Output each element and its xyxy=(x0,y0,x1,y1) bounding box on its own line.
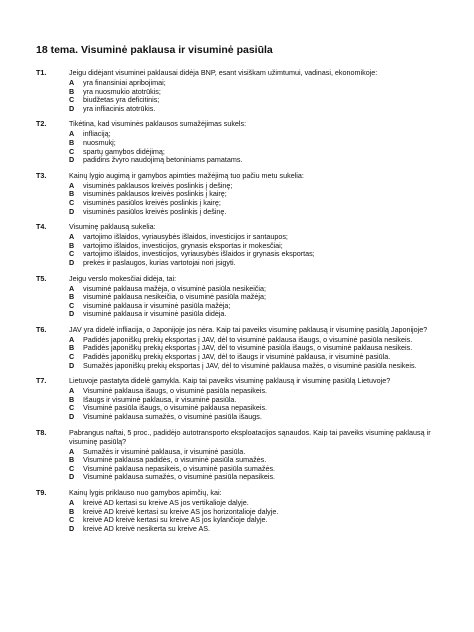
question-body xyxy=(69,325,450,370)
option-text: yra finansiniai apribojimai; xyxy=(83,78,166,87)
option-text: infliaciją; xyxy=(83,129,111,139)
question-text: Lietuvoje pastatyta didelė gamykla. Kaip tai paveiks visuminę paklausą ir visuminę pasiūlą Lietuvoje? xyxy=(69,376,391,386)
option-letter: B xyxy=(69,137,75,147)
option-letter: C xyxy=(69,463,75,473)
question-item xyxy=(36,222,450,267)
question-body xyxy=(69,428,450,482)
question-item xyxy=(36,376,450,421)
option-text: Sumažės ir visuminė paklausa, ir visuminė pasiūla. xyxy=(83,446,246,456)
answer-option xyxy=(69,525,450,534)
option-letter: A xyxy=(69,386,75,396)
question-number: T7. xyxy=(36,376,47,386)
option-letter: C xyxy=(69,249,75,259)
option-letter: D xyxy=(69,257,75,267)
option-text: vartojimo išlaidos, investicijos, vyriausybės išlaidos ir grynasis eksportas; xyxy=(83,249,315,259)
answer-option xyxy=(69,130,450,139)
question-body xyxy=(69,274,450,319)
option-text: Padidės japoniškų prekių eksportas į JAV, dėl to visuminė pasiūla išaugs, o visuminė paklausa nesikeis. xyxy=(83,343,413,353)
answer-option xyxy=(69,156,450,165)
question-body xyxy=(69,119,450,164)
option-letter: B xyxy=(69,455,75,465)
option-letter: B xyxy=(69,189,75,199)
option-text: Visuminė pasiūla išaugs, o visuminė paklausa nepasikeis. xyxy=(83,403,268,413)
option-letter: A xyxy=(69,446,75,456)
question-text: Kainų lygio augimą ir gamybos apimties mažėjimą tuo pačiu metu sukelia: xyxy=(69,170,304,180)
option-letter: A xyxy=(69,78,75,87)
question-body xyxy=(69,68,450,113)
option-letter: A xyxy=(69,180,75,190)
option-letter: B xyxy=(69,506,75,516)
question-item xyxy=(36,488,450,533)
question-number: T4. xyxy=(36,222,47,232)
option-text: biudžetas yra deficitinis; xyxy=(83,95,160,105)
option-text: vartojimo išlaidos, investicijos, grynasis eksportas ir mokesčiai; xyxy=(83,240,283,250)
option-text: Padidės japoniškų prekių eksportas į JAV, dėl to išaugs ir visuminė paklausa, ir visuminė pasiūla. xyxy=(83,352,391,362)
question-body xyxy=(69,488,450,533)
question-text: Tikėtina, kad visuminės paklausos sumažėjimas sukels: xyxy=(69,119,247,129)
option-text: padidins žvyro naudojimą betoniniams pamatams. xyxy=(83,155,243,165)
option-text: visuminės pasiūlos kreivės poslinkis į kairę; xyxy=(83,197,221,207)
question-list xyxy=(36,68,450,533)
option-letter: C xyxy=(69,197,75,207)
question-item xyxy=(36,325,450,370)
option-text: kreivė AD kreivė kertasi su kreive AS jos horizontalioje dalyje. xyxy=(83,506,279,516)
option-text: Visuminė paklausa sumažės, o visuminė pasiūla nepasikeis. xyxy=(83,472,276,482)
question-number: T2. xyxy=(36,119,47,129)
option-text: kreivė AD kreivė kertasi su kreive AS jos kylančioje dalyje. xyxy=(83,515,268,525)
option-text: nuosmukį; xyxy=(83,137,116,147)
option-letter: D xyxy=(69,360,75,370)
option-letter: C xyxy=(69,515,75,525)
question-number: T8. xyxy=(36,427,47,437)
option-letter: C xyxy=(69,352,75,362)
answer-option xyxy=(69,259,450,268)
answer-option xyxy=(69,105,450,114)
answer-option xyxy=(69,413,450,422)
option-text: Visuminė paklausa išaugs, o visuminė pasiūla nepasikeis. xyxy=(83,386,268,396)
option-text: Visuminė paklausa padidės, o visuminė pasiūla sumažės. xyxy=(83,455,267,465)
question-text: Visuminę paklausą sukelia: xyxy=(69,222,156,232)
option-text: Išaugs ir visuminė paklausa, ir visuminė pasiūla. xyxy=(83,394,237,404)
question-text: Pabrangus naftai, 5 proc., padidėjo autotransporto eksploatacijos sąnaudos. Kaip tai paveiks visuminę paklausą ir visuminę pasiūlą? xyxy=(69,427,431,446)
option-text: visuminės pasiūlos kreivės poslinkis į dešinę. xyxy=(83,206,227,216)
answer-option xyxy=(69,362,450,371)
option-letter: A xyxy=(69,232,75,242)
option-letter: D xyxy=(69,103,75,113)
option-text: visuminės paklausos kreivės poslinkis į kairę; xyxy=(83,189,227,199)
option-letter: A xyxy=(69,334,75,344)
option-text: spartų gamybos didėjimą; xyxy=(83,146,165,156)
option-letter: A xyxy=(69,129,75,139)
question-text: JAV yra didelė infliacija, o Japonijoje jos nėra. Kaip tai paveiks visuminę paklausą ir visuminę pasiūlą Japonijoje? xyxy=(69,324,428,334)
option-letter: D xyxy=(69,472,75,482)
option-text: visuminė paklausa mažėja, o visuminė pasiūla nesikeičia; xyxy=(83,283,266,293)
option-letter: B xyxy=(69,343,75,353)
option-letter: B xyxy=(69,240,75,250)
question-text: Jeigu didėjant visuminei paklausai didėja BNP, esant visiškam užimtumui, vadinasi, ekonomikoje: xyxy=(69,68,378,77)
answer-option xyxy=(69,473,450,482)
question-item xyxy=(36,428,450,482)
answer-option xyxy=(69,208,450,217)
option-text: Sumažės japoniškų prekių eksportas į JAV, dėl to visuminė paklausa mažės, o visuminė pasiūla nesikeis. xyxy=(83,360,417,370)
question-number: T9. xyxy=(36,488,47,497)
option-text: kreivė AD kreivė nesikerta su kreive AS. xyxy=(83,523,211,533)
option-text: Visuminė paklausa sumažės, o visuminė pasiūla išaugs. xyxy=(83,412,262,422)
option-letter: B xyxy=(69,292,75,302)
option-letter: A xyxy=(69,283,75,293)
question-item xyxy=(36,119,450,164)
option-letter: D xyxy=(69,309,75,319)
option-text: kreivė AD kertasi su kreive AS jos vertikalioje dalyje. xyxy=(83,498,249,507)
question-item xyxy=(36,171,450,216)
page-title: 18 tema. Visuminė paklausa ir visuminė pasiūla xyxy=(36,44,273,56)
question-text: Jeigu verslo mokesčiai didėja, tai: xyxy=(69,273,177,283)
option-letter: D xyxy=(69,412,75,422)
option-letter: D xyxy=(69,155,75,165)
option-letter: A xyxy=(69,498,75,507)
question-item xyxy=(36,68,450,113)
option-letter: B xyxy=(69,86,75,96)
option-text: Padidės japoniškų prekių eksportas į JAV, dėl to visuminė paklausa išaugs, o visuminė pasiūla nesikeis. xyxy=(83,334,413,344)
option-text: yra nuosmukio atotrūkis; xyxy=(83,86,161,96)
answer-option xyxy=(69,310,450,319)
question-number: T5. xyxy=(36,273,47,283)
option-text: visuminė paklausa nesikeičia, o visuminė pasiūla mažėja; xyxy=(83,292,266,302)
option-letter: B xyxy=(69,394,75,404)
option-letter: C xyxy=(69,146,75,156)
option-letter: C xyxy=(69,403,75,413)
question-body xyxy=(69,222,450,267)
question-number: T1. xyxy=(36,68,47,77)
question-number: T6. xyxy=(36,324,47,334)
option-letter: C xyxy=(69,95,75,105)
question-text: Kainų lygis priklauso nuo gamybos apimčių, kai: xyxy=(69,488,222,497)
question-number: T3. xyxy=(36,170,47,180)
option-letter: D xyxy=(69,206,75,216)
option-text: visuminės paklausos kreivės poslinkis į dešinę; xyxy=(83,180,233,190)
option-text: Visuminė paklausa nepasikeis, o visuminė pasiūla sumažės. xyxy=(83,463,276,473)
option-text: vartojimo išlaidos, vyriausybės išlaidos, investicijos ir santaupos; xyxy=(83,232,288,242)
option-text: visuminė paklausa ir visuminė pasiūla mažėja; xyxy=(83,300,231,310)
question-item xyxy=(36,274,450,319)
option-text: prekės ir paslaugos, kurias vartotojai nori įsigyti. xyxy=(83,257,236,267)
option-letter: D xyxy=(69,523,75,533)
question-body xyxy=(69,376,450,421)
option-letter: C xyxy=(69,300,75,310)
option-text: yra infliacinis atotrūkis. xyxy=(83,103,156,113)
question-body xyxy=(69,171,450,216)
option-text: visuminė paklausa ir visuminė pasiūla didėja. xyxy=(83,309,227,319)
